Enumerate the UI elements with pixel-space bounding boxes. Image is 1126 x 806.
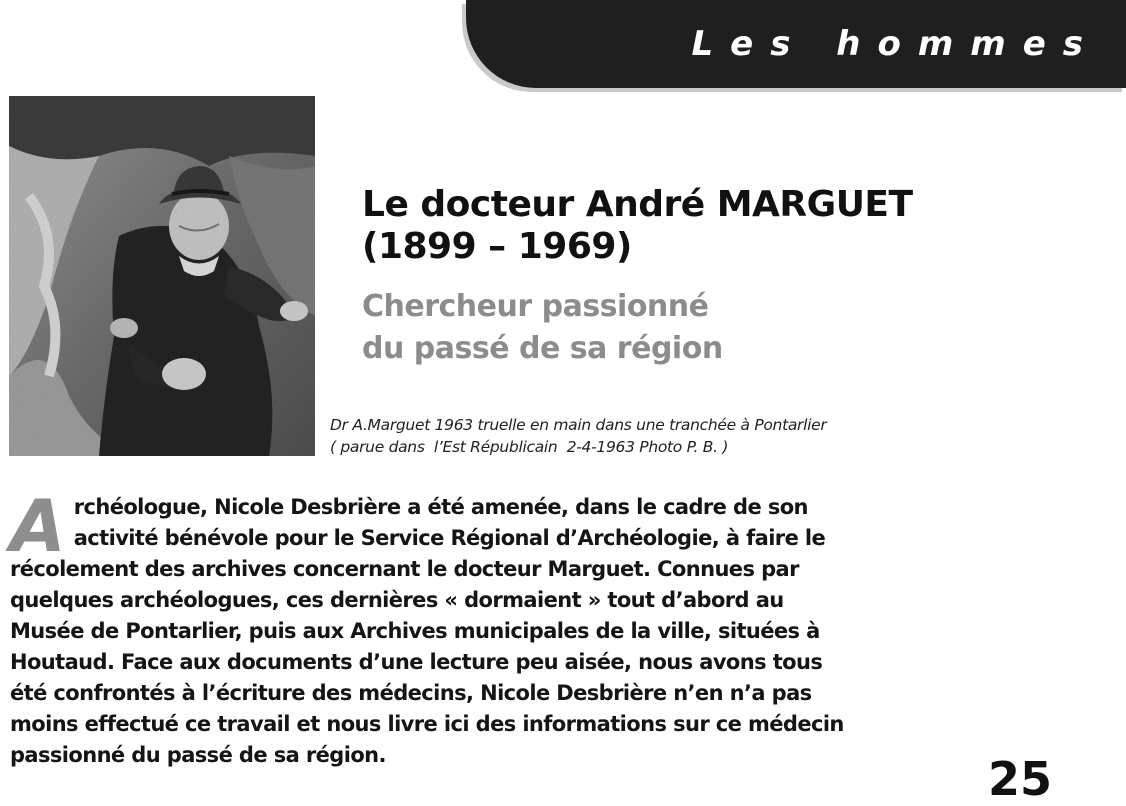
body-line-8: moins effectué ce travail et nous livre ici des informations sur ce médecin — [10, 712, 844, 736]
photo-caption-line-2: ( parue dans l’Est Républicain 2-4-1963 Photo P. B. ) — [330, 438, 729, 456]
article-subtitle — [362, 286, 882, 370]
photo-caption — [330, 414, 890, 458]
body-line-5: Musée de Pontarlier, puis aux Archives municipales de la ville, situées à — [10, 619, 820, 643]
article-body — [10, 484, 878, 771]
body-line-9: passionné du passé de sa région. — [10, 743, 386, 767]
article-title-line-2: (1899 – 1969) — [362, 226, 632, 267]
body-line-3: récolement des archives concernant le docteur Marguet. Connues par — [10, 557, 799, 581]
body-line-4: quelques archéologues, ces dernières « dormaient » tout d’abord au — [10, 588, 784, 612]
article-subtitle-line-2: du passé de sa région — [362, 331, 723, 366]
archival-photo — [9, 96, 315, 456]
article-subtitle-line-1: Chercheur passionné — [362, 289, 709, 324]
section-header-tab — [466, 0, 1126, 88]
drop-cap: A — [10, 484, 66, 568]
body-line-1: rchéologue, Nicole Desbrière a été amenée, dans le cadre de son — [73, 495, 808, 519]
body-line-2: activité bénévole pour le Service Régional d’Archéologie, à faire le — [73, 526, 826, 550]
body-line-7: été confrontés à l’écriture des médecins, Nicole Desbrière n’en n’a pas — [10, 681, 812, 705]
body-line-6: Houtaud. Face aux documents d’une lecture peu aisée, nous avons tous — [10, 650, 823, 674]
photo-caption-line-1: Dr A.Marguet 1963 truelle en main dans une tranchée à Pontarlier — [330, 416, 827, 434]
section-label: Les hommes — [691, 24, 1100, 64]
article-title-line-1: Le docteur André MARGUET — [362, 184, 913, 225]
article-title — [362, 184, 962, 268]
page-number: 25 — [988, 752, 1053, 806]
